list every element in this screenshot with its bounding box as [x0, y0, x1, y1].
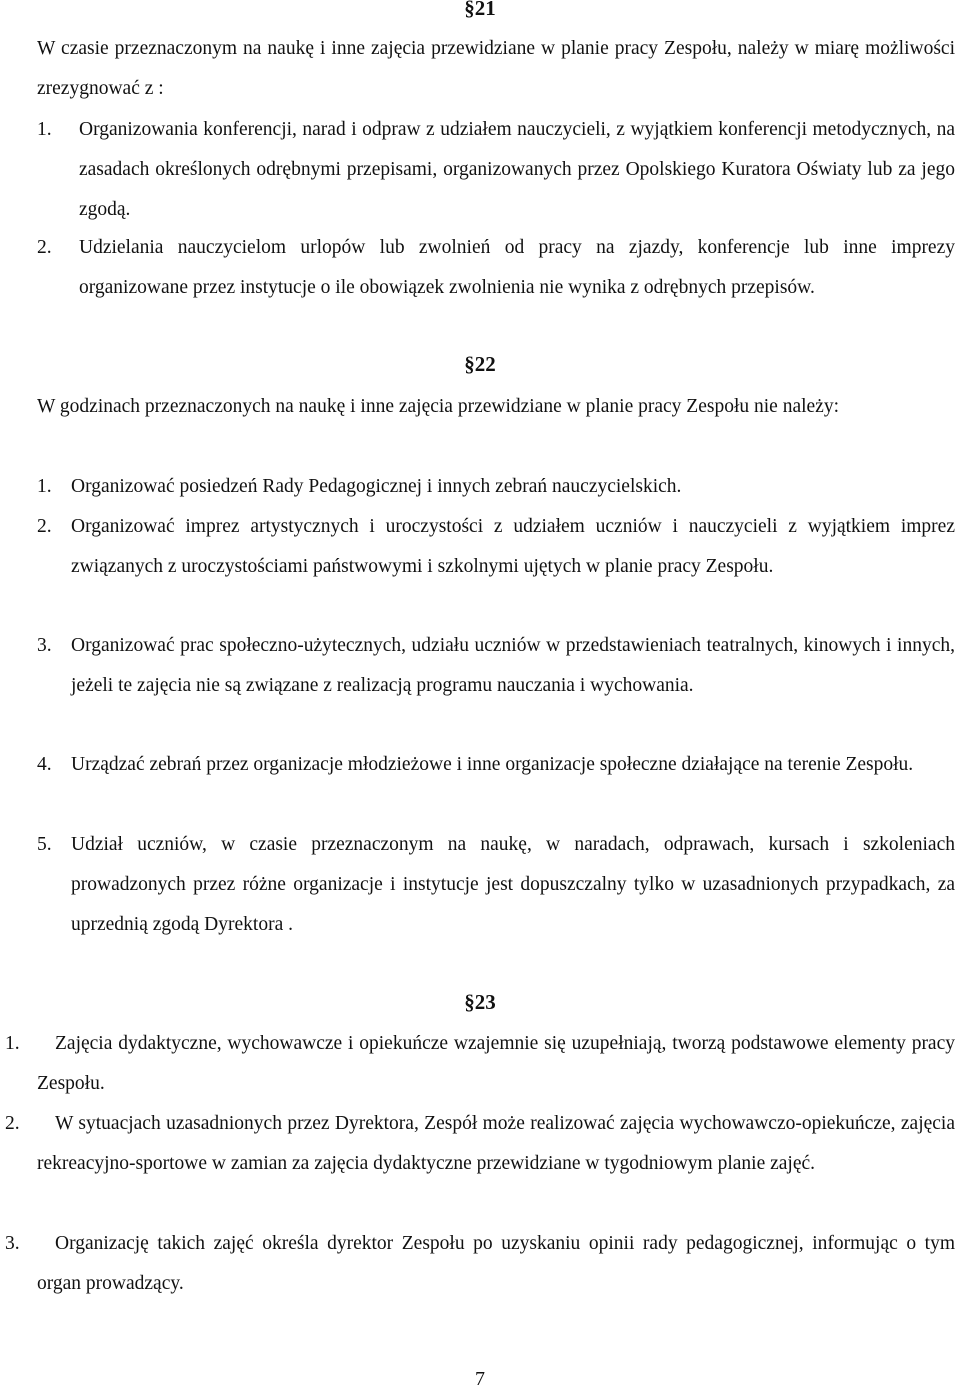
- section-22-item-5: [37, 825, 955, 945]
- section-heading-22: §22: [464, 352, 496, 376]
- section-heading-23: §23: [464, 990, 496, 1014]
- item-number: 2.: [37, 237, 52, 258]
- section-heading-21: §21: [464, 0, 496, 20]
- item-text: Udzielania nauczycielom urlopów lub zwolnień od pracy na zjazdy, konferencje lub inne imprezy organizowane przez instytucje o ile obowiązek zwolnienia nie wynika z odrębnych przepisów.: [79, 237, 955, 298]
- item-number: 1.: [37, 119, 52, 140]
- item-text: Udział uczniów, w czasie przeznaczonym na naukę, w naradach, odprawach, kursach i szkoleniach prowadzonych przez różne organizacje i instytucje jest dopuszczalny tylko w uzasadnionych przypadkach, za uprzednią zgodą Dyrektora .: [71, 834, 955, 935]
- section-21-item-1: [37, 110, 955, 230]
- item-number: 2.: [5, 1113, 20, 1134]
- section-23-item-1: [5, 1024, 955, 1104]
- section-23-item-2: [5, 1104, 955, 1184]
- item-text: Urządzać zebrań przez organizacje młodzieżowe i inne organizacje społeczne działające na terenie Zespołu.: [71, 754, 914, 775]
- item-number: 4.: [37, 754, 52, 775]
- page-number: 7: [475, 1368, 485, 1390]
- item-text: Organizować posiedzeń Rady Pedagogicznej i innych zebrań nauczycielskich.: [71, 476, 682, 497]
- item-number: 3.: [5, 1233, 20, 1254]
- item-number: 2.: [37, 516, 52, 537]
- item-text: Organizowania konferencji, narad i odpraw z udziałem nauczycieli, z wyjątkiem konferencji metodycznych, na zasadach określonych odrębnymi przepisami, organizowanych przez Opolskiego Kuratora Oświaty lub za jego zgodą.: [79, 119, 955, 220]
- section-22-item-2: [37, 507, 955, 587]
- item-text: Zajęcia dydaktyczne, wychowawcze i opiekuńcze wzajemnie się uzupełniają, tworzą podstawowe elementy pracy Zespołu.: [37, 1033, 955, 1094]
- item-text: W sytuacjach uzasadnionych przez Dyrektora, Zespół może realizować zajęcia wychowawczo-opiekuńcze, zajęcia rekreacyjno-sportowe w zamian za zajęcia dydaktyczne przewidziane w tygodniowym planie zajęć.: [37, 1113, 955, 1174]
- item-number: 5.: [37, 834, 52, 855]
- item-number: 1.: [37, 476, 52, 497]
- item-text: Organizować prac społeczno-użytecznych, udziału uczniów w przedstawieniach teatralnych, kinowych i innych, jeżeli te zajęcia nie są związane z realizacją programu nauczania i wychowania.: [71, 635, 955, 696]
- section-22-item-4: [37, 745, 955, 785]
- item-text: Organizować imprez artystycznych i uroczystości z udziałem uczniów i nauczycieli z wyjątkiem imprez związanych z uroczystościami państwowymi i szkolnymi ujętych w planie pracy Zespołu.: [71, 516, 955, 577]
- item-number: 3.: [37, 635, 52, 656]
- section-22-intro: W godzinach przeznaczonych na naukę i inne zajęcia przewidziane w planie pracy Zespołu nie należy:: [37, 396, 839, 417]
- section-22-item-1: [37, 467, 955, 507]
- section-21-intro: W czasie przeznaczonym na naukę i inne zajęcia przewidziane w planie pracy Zespołu, należy w miarę możliwości zrezygnować z :: [37, 38, 955, 99]
- item-number: 1.: [5, 1033, 20, 1054]
- section-23-item-3: [5, 1224, 955, 1304]
- section-22-item-3: [37, 626, 955, 706]
- item-text: Organizację takich zajęć określa dyrektor Zespołu po uzyskaniu opinii rady pedagogicznej, informując o tym organ prowadzący.: [37, 1233, 955, 1294]
- section-21-item-2: [37, 228, 955, 308]
